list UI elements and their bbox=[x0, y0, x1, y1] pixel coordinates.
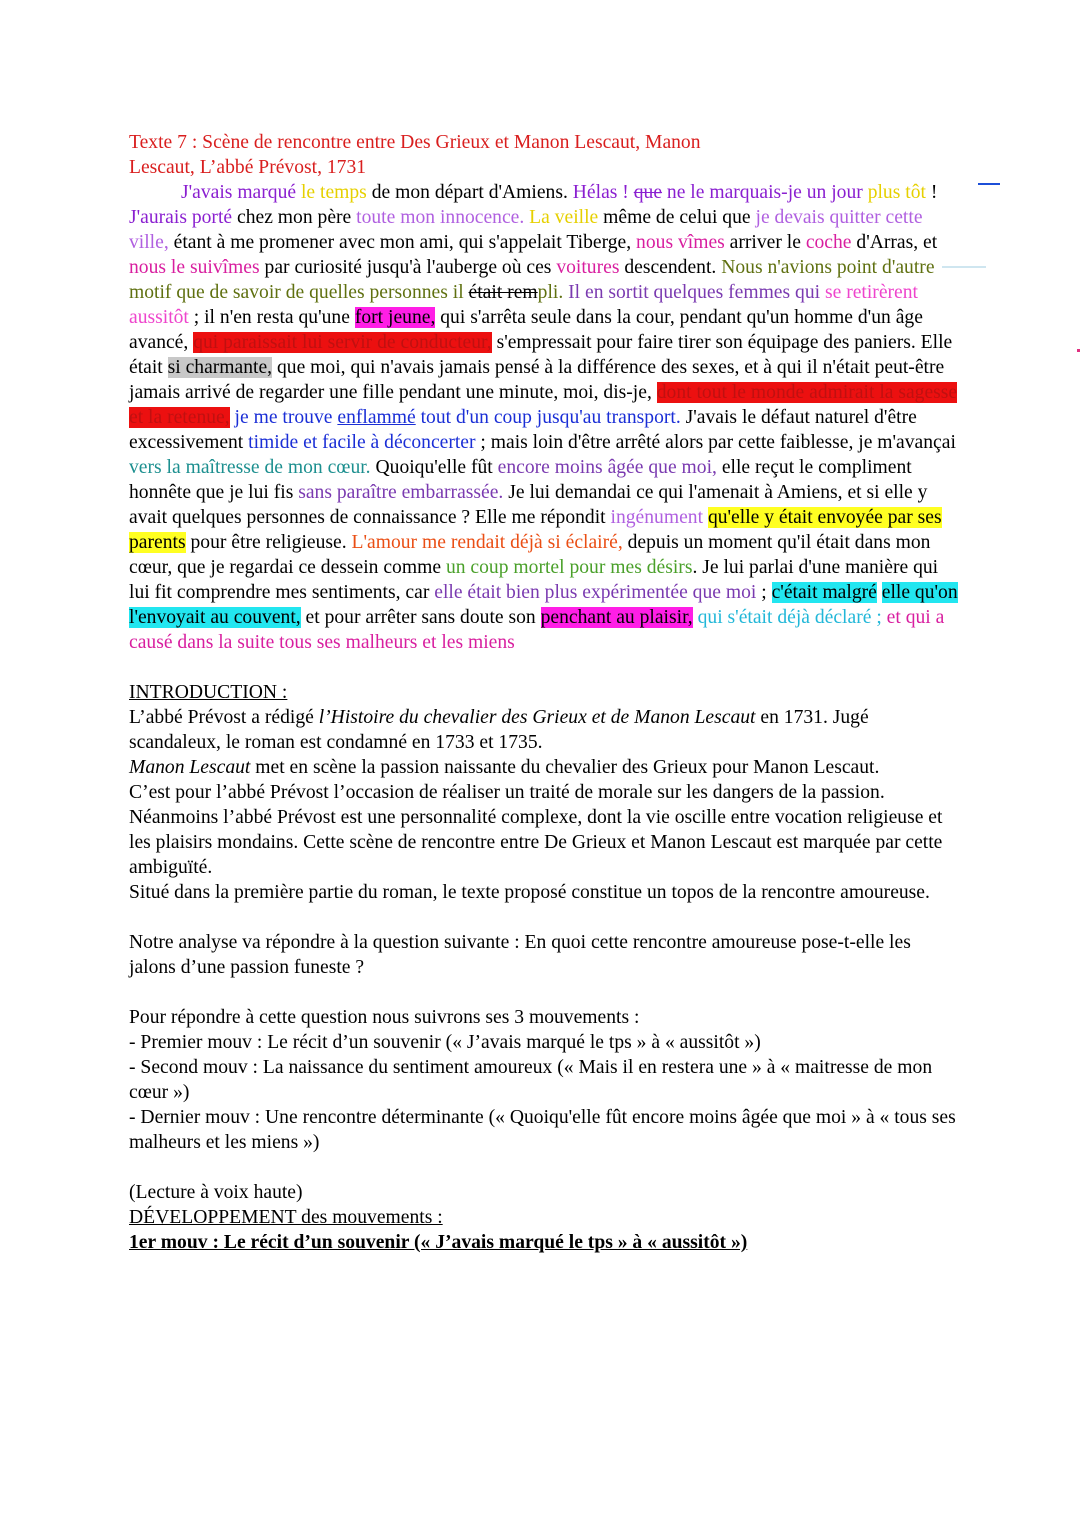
excerpt-segment: le temps bbox=[300, 182, 367, 203]
excerpt-segment: je me trouve bbox=[229, 407, 338, 428]
document-title bbox=[129, 130, 959, 180]
excerpt-segment: coche bbox=[805, 232, 852, 253]
development-section bbox=[129, 1180, 959, 1255]
plan-lead: Pour répondre à cette question nous suivrons ses 3 mouvements : bbox=[129, 1007, 640, 1028]
excerpt-segment: c'était malgré bbox=[771, 582, 877, 603]
title-line-1: Texte 7 : Scène de rencontre entre Des Grieux et Manon Lescaut, Manon bbox=[129, 132, 701, 153]
excerpt-segment: Il en sortit quelques femmes qui bbox=[568, 282, 825, 303]
plan-movement-2: - Second mouv : La naissance du sentiment amoureux (« Mais il en restera une » à « maitresse de mon cœur ») bbox=[129, 1057, 933, 1103]
introduction-section bbox=[129, 680, 959, 905]
development-heading: DÉVELOPPEMENT des mouvements : bbox=[129, 1207, 443, 1228]
excerpt-segment: La veille bbox=[529, 207, 599, 228]
excerpt-segment: sans paraître embarrassée. bbox=[298, 482, 504, 503]
reading-note: (Lecture à voix haute) bbox=[129, 1182, 303, 1203]
excerpt-segment: toute mon innocence. bbox=[356, 207, 530, 228]
excerpt-segment: qui paraissait lui servir de conducteur, bbox=[193, 332, 492, 353]
excerpt-segment: vers la maîtresse de mon cœur. bbox=[129, 457, 371, 478]
excerpt-segment: pour être religieuse. bbox=[185, 532, 352, 553]
excerpt-segment: J'avais le défaut naturel d'être excessivement bbox=[129, 407, 917, 453]
excerpt-segment: J'aurais porté bbox=[129, 207, 233, 228]
excerpt-segment: qui s'était déjà déclaré ; bbox=[692, 607, 887, 628]
excerpt-segment: descendent. bbox=[619, 257, 722, 278]
excerpt-segment: si charmante, bbox=[167, 357, 273, 378]
problematic-question: Notre analyse va répondre à la question suivante : En quoi cette rencontre amoureuse pose-t-elle les jalons d’une passion funeste ? bbox=[129, 932, 911, 978]
excerpt-segment: ; mais loin d'être arrêté alors par cette faiblesse, je m'avançai bbox=[475, 432, 956, 453]
excerpt-segment: arriver le bbox=[724, 232, 806, 253]
excerpt-segment: enflammé bbox=[337, 407, 416, 428]
text-excerpt bbox=[129, 180, 959, 655]
intro-paragraph-1 bbox=[129, 705, 959, 755]
excerpt-segment: ingénument bbox=[610, 507, 704, 528]
excerpt-segment: de mon départ d'Amiens. bbox=[366, 182, 573, 203]
excerpt-segment: penchant au plaisir, bbox=[540, 607, 693, 628]
intro-p1-text: L’abbé Prévost a rédigé bbox=[129, 707, 319, 728]
excerpt-segment: . Je lui parlai d'une manière qui lui fit comprendre mes sentiments, car bbox=[129, 557, 939, 603]
excerpt-segment: Nous n'avions point d'autre motif que de savoir de quelles personnes il bbox=[129, 257, 935, 303]
excerpt-segment: ; bbox=[756, 582, 772, 603]
excerpt-segment: depuis un moment qu'il était dans mon cœur, que je regardai ce dessein comme bbox=[129, 532, 931, 578]
excerpt-segment: ne le marquais-je un jour bbox=[662, 182, 868, 203]
excerpt-segment: J'avais marqué bbox=[181, 182, 301, 203]
excerpt-segment: Je lui demandai ce qui l'amenait à Amiens, et si elle y avait quelques personnes de connaissance ? Elle me répondit bbox=[129, 482, 928, 528]
excerpt-segment: chez mon père bbox=[232, 207, 357, 228]
intro-paragraph-3: C’est pour l’abbé Prévost l’occasion de réaliser un traité de morale sur les dangers de la passion. bbox=[129, 782, 885, 803]
introduction-heading: INTRODUCTION : bbox=[129, 682, 288, 703]
excerpt-segment: timide et facile à déconcerter bbox=[248, 432, 476, 453]
excerpt-segment: encore moins âgée que moi, bbox=[497, 457, 717, 478]
excerpt-segment: qui s'arrêta seule dans la cour, pendant qu'un homme d'un âge avancé, bbox=[129, 307, 923, 353]
excerpt-segment: elle reçut le compliment honnête que je lui fis bbox=[129, 457, 912, 503]
movement-1-heading: 1er mouv : Le récit d’un souvenir (« J’avais marqué le tps » à « aussitôt ») bbox=[129, 1232, 748, 1253]
excerpt-segment: Hélas ! bbox=[572, 182, 634, 203]
excerpt-segment: ! bbox=[925, 182, 938, 203]
excerpt-segment: par curiosité jusqu'à l'auberge où ces bbox=[259, 257, 557, 278]
excerpt-segment: L'amour me rendait déjà si éclairé, bbox=[351, 532, 623, 553]
excerpt-segment: tout d'un coup jusqu'au transport. bbox=[415, 407, 681, 428]
excerpt-segment: nous le suivîmes bbox=[129, 257, 260, 278]
plan-movement-3: - Dernier mouv : Une rencontre déterminante (« Quoiqu'elle fût encore moins âgée que moi » à « tous ses malheurs et les miens ») bbox=[129, 1107, 956, 1153]
excerpt-segment: elle était bien plus expérimentée que moi bbox=[434, 582, 757, 603]
excerpt-segment: s'empressait pour faire tirer son équipage des paniers. Elle était bbox=[129, 332, 953, 378]
intro-p2-text: met en scène la passion naissante du chevalier des Grieux pour Manon Lescaut. bbox=[250, 757, 880, 778]
excerpt-segment: et qui a causé dans la suite tous ses malheurs et les miens bbox=[129, 607, 945, 653]
excerpt-segment: qu'elle y était envoyée par ses parents bbox=[129, 507, 942, 553]
excerpt-segment: se retirèrent aussitôt bbox=[129, 282, 918, 328]
excerpt-segment: étant à me promener avec mon ami, qui s'appelait Tiberge, bbox=[168, 232, 637, 253]
plan-movement-1: - Premier mouv : Le récit d’un souvenir (« J’avais marqué le tps » à « aussitôt ») bbox=[129, 1032, 761, 1053]
excerpt-segment: fort jeune, bbox=[354, 307, 436, 328]
excerpt-segment: et pour arrêter sans doute son bbox=[300, 607, 541, 628]
intro-p1-book-title: l’Histoire du chevalier des Grieux et de Manon Lescaut bbox=[318, 707, 756, 728]
excerpt-segment: dont tout le monde admirait la sagesse et la retenue, bbox=[129, 382, 958, 428]
document-page bbox=[129, 130, 959, 1255]
excerpt-segment: plus tôt bbox=[867, 182, 926, 203]
excerpt-segment: que bbox=[633, 182, 663, 203]
intro-paragraph-4: Néanmoins l’abbé Prévost est une personnalité complexe, dont la vie oscille entre vocation religieuse et les plaisirs mondains. Cette scène de rencontre entre De Grieux et Manon Lescaut est marquée par cette ambiguïté. bbox=[129, 807, 943, 878]
excerpt-segment: pli. bbox=[537, 282, 569, 303]
excerpt-segment: Quoiqu'elle fût bbox=[370, 457, 498, 478]
intro-p2-book-title: Manon Lescaut bbox=[129, 757, 251, 778]
intro-p1-text-end: en 1731. Jugé scandaleux, le roman est condamné en 1733 et 1735. bbox=[129, 707, 869, 753]
excerpt-segment: nous vîmes bbox=[636, 232, 725, 253]
intro-paragraph-5: Situé dans la première partie du roman, le texte proposé constitue un topos de la rencontre amoureuse. bbox=[129, 882, 930, 903]
margin-mark-blue bbox=[978, 183, 1000, 185]
excerpt-segment: était rem bbox=[468, 282, 538, 303]
excerpt-segment bbox=[877, 582, 882, 603]
excerpt-segment: même de celui que bbox=[598, 207, 756, 228]
intro-paragraph-2 bbox=[129, 755, 959, 780]
excerpt-segment: d'Arras, et bbox=[851, 232, 938, 253]
excerpt-segment: ; il n'en resta qu'une bbox=[188, 307, 355, 328]
title-line-2: Lescaut, L’abbé Prévost, 1731 bbox=[129, 157, 367, 178]
excerpt-segment: elle qu'on l'envoyait au couvent, bbox=[129, 582, 958, 628]
excerpt-segment: je devais quitter cette ville, bbox=[129, 207, 923, 253]
excerpt-segment: voitures bbox=[556, 257, 620, 278]
excerpt-segment: un coup mortel pour mes désirs bbox=[445, 557, 693, 578]
excerpt-segment: que moi, qui n'avais jamais pensé à la différence des sexes, et à qui il n'était peut-être jamais arrivé de regarder une fille pendant une minute, moi, dis-je, bbox=[129, 357, 945, 403]
plan-section bbox=[129, 1005, 959, 1155]
